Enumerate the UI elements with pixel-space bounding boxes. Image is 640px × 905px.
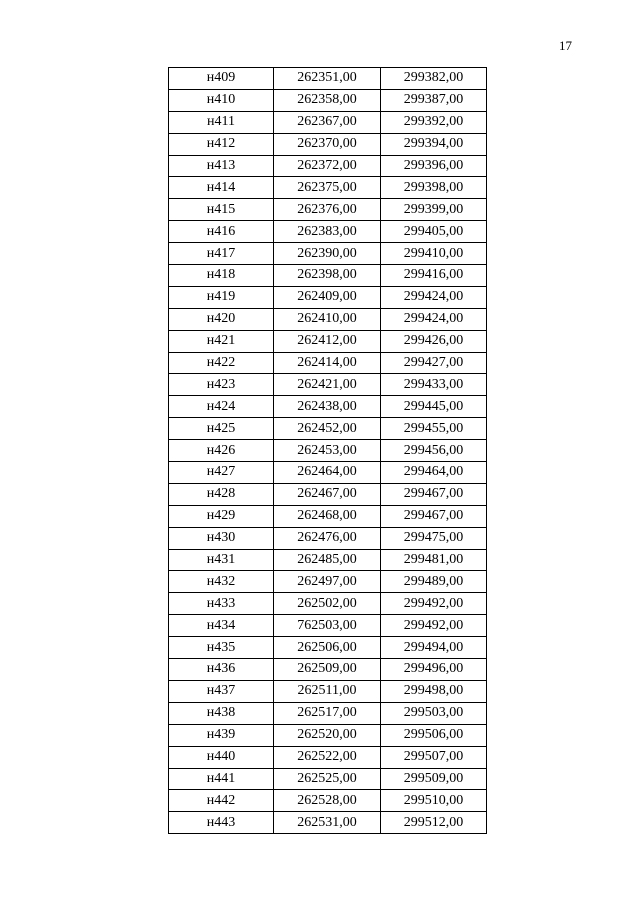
x-coordinate-cell: 262414,00 [274,352,381,374]
x-coordinate-cell: 262398,00 [274,265,381,287]
x-coordinate-cell: 262409,00 [274,286,381,308]
table-row [169,177,487,199]
point-id-cell: н431 [169,549,274,571]
y-coordinate-cell: 299467,00 [381,483,487,505]
table-row [169,221,487,243]
y-coordinate-cell: 299496,00 [381,659,487,681]
table-row [169,199,487,221]
y-coordinate-cell: 299475,00 [381,527,487,549]
y-coordinate-cell: 299498,00 [381,680,487,702]
y-coordinate-cell: 299494,00 [381,637,487,659]
y-coordinate-cell: 299506,00 [381,724,487,746]
x-coordinate-cell: 262525,00 [274,768,381,790]
table-row [169,111,487,133]
coordinates-table-body [169,68,487,834]
y-coordinate-cell: 299424,00 [381,308,487,330]
table-row [169,265,487,287]
y-coordinate-cell: 299410,00 [381,243,487,265]
table-row [169,615,487,637]
y-coordinate-cell: 299464,00 [381,462,487,484]
table-row [169,549,487,571]
point-id-cell: н417 [169,243,274,265]
x-coordinate-cell: 262497,00 [274,571,381,593]
point-id-cell: н422 [169,352,274,374]
table-row [169,133,487,155]
table-row [169,483,487,505]
table-row [169,746,487,768]
point-id-cell: н429 [169,505,274,527]
point-id-cell: н410 [169,89,274,111]
x-coordinate-cell: 262468,00 [274,505,381,527]
x-coordinate-cell: 262370,00 [274,133,381,155]
point-id-cell: н416 [169,221,274,243]
y-coordinate-cell: 299399,00 [381,199,487,221]
page-number: 17 [559,38,572,53]
table-row [169,330,487,352]
point-id-cell: н435 [169,637,274,659]
point-id-cell: н412 [169,133,274,155]
x-coordinate-cell: 262485,00 [274,549,381,571]
point-id-cell: н414 [169,177,274,199]
point-id-cell: н424 [169,396,274,418]
y-coordinate-cell: 299512,00 [381,812,487,834]
y-coordinate-cell: 299416,00 [381,265,487,287]
y-coordinate-cell: 299426,00 [381,330,487,352]
x-coordinate-cell: 262438,00 [274,396,381,418]
y-coordinate-cell: 299394,00 [381,133,487,155]
table-row [169,571,487,593]
x-coordinate-cell: 262467,00 [274,483,381,505]
point-id-cell: н442 [169,790,274,812]
point-id-cell: н434 [169,615,274,637]
y-coordinate-cell: 299509,00 [381,768,487,790]
x-coordinate-cell: 262421,00 [274,374,381,396]
point-id-cell: н430 [169,527,274,549]
point-id-cell: н413 [169,155,274,177]
point-id-cell: н437 [169,680,274,702]
table-row [169,374,487,396]
table-row [169,790,487,812]
x-coordinate-cell: 262376,00 [274,199,381,221]
point-id-cell: н409 [169,68,274,90]
table-row [169,352,487,374]
x-coordinate-cell: 262367,00 [274,111,381,133]
y-coordinate-cell: 299424,00 [381,286,487,308]
table-row [169,286,487,308]
point-id-cell: н425 [169,418,274,440]
y-coordinate-cell: 299433,00 [381,374,487,396]
x-coordinate-cell: 762503,00 [274,615,381,637]
x-coordinate-cell: 262464,00 [274,462,381,484]
point-id-cell: н427 [169,462,274,484]
x-coordinate-cell: 262453,00 [274,440,381,462]
table-row [169,768,487,790]
coordinates-table [168,67,487,834]
table-row [169,418,487,440]
y-coordinate-cell: 299387,00 [381,89,487,111]
table-row [169,527,487,549]
x-coordinate-cell: 262412,00 [274,330,381,352]
y-coordinate-cell: 299481,00 [381,549,487,571]
table-row [169,243,487,265]
table-row [169,724,487,746]
point-id-cell: н433 [169,593,274,615]
x-coordinate-cell: 262351,00 [274,68,381,90]
table-row [169,637,487,659]
y-coordinate-cell: 299456,00 [381,440,487,462]
table-row [169,89,487,111]
table-row [169,155,487,177]
y-coordinate-cell: 299507,00 [381,746,487,768]
point-id-cell: н432 [169,571,274,593]
x-coordinate-cell: 262452,00 [274,418,381,440]
table-row [169,702,487,724]
point-id-cell: н415 [169,199,274,221]
point-id-cell: н438 [169,702,274,724]
x-coordinate-cell: 262410,00 [274,308,381,330]
point-id-cell: н421 [169,330,274,352]
y-coordinate-cell: 299405,00 [381,221,487,243]
table-row [169,812,487,834]
x-coordinate-cell: 262517,00 [274,702,381,724]
x-coordinate-cell: 262390,00 [274,243,381,265]
y-coordinate-cell: 299445,00 [381,396,487,418]
y-coordinate-cell: 299455,00 [381,418,487,440]
x-coordinate-cell: 262502,00 [274,593,381,615]
y-coordinate-cell: 299427,00 [381,352,487,374]
x-coordinate-cell: 262509,00 [274,659,381,681]
y-coordinate-cell: 299392,00 [381,111,487,133]
point-id-cell: н436 [169,659,274,681]
x-coordinate-cell: 262520,00 [274,724,381,746]
x-coordinate-cell: 262531,00 [274,812,381,834]
table-row [169,593,487,615]
table-row [169,440,487,462]
x-coordinate-cell: 262511,00 [274,680,381,702]
point-id-cell: н419 [169,286,274,308]
table-row [169,68,487,90]
x-coordinate-cell: 262506,00 [274,637,381,659]
point-id-cell: н428 [169,483,274,505]
x-coordinate-cell: 262528,00 [274,790,381,812]
y-coordinate-cell: 299467,00 [381,505,487,527]
x-coordinate-cell: 262476,00 [274,527,381,549]
table-row [169,505,487,527]
table-row [169,462,487,484]
table-row [169,659,487,681]
point-id-cell: н411 [169,111,274,133]
x-coordinate-cell: 262383,00 [274,221,381,243]
point-id-cell: н426 [169,440,274,462]
point-id-cell: н420 [169,308,274,330]
table-row [169,308,487,330]
point-id-cell: н441 [169,768,274,790]
point-id-cell: н443 [169,812,274,834]
table-row [169,396,487,418]
point-id-cell: н439 [169,724,274,746]
y-coordinate-cell: 299503,00 [381,702,487,724]
y-coordinate-cell: 299489,00 [381,571,487,593]
point-id-cell: н440 [169,746,274,768]
point-id-cell: н423 [169,374,274,396]
y-coordinate-cell: 299510,00 [381,790,487,812]
x-coordinate-cell: 262522,00 [274,746,381,768]
y-coordinate-cell: 299382,00 [381,68,487,90]
y-coordinate-cell: 299492,00 [381,593,487,615]
x-coordinate-cell: 262375,00 [274,177,381,199]
y-coordinate-cell: 299396,00 [381,155,487,177]
y-coordinate-cell: 299398,00 [381,177,487,199]
x-coordinate-cell: 262358,00 [274,89,381,111]
table-row [169,680,487,702]
y-coordinate-cell: 299492,00 [381,615,487,637]
x-coordinate-cell: 262372,00 [274,155,381,177]
point-id-cell: н418 [169,265,274,287]
